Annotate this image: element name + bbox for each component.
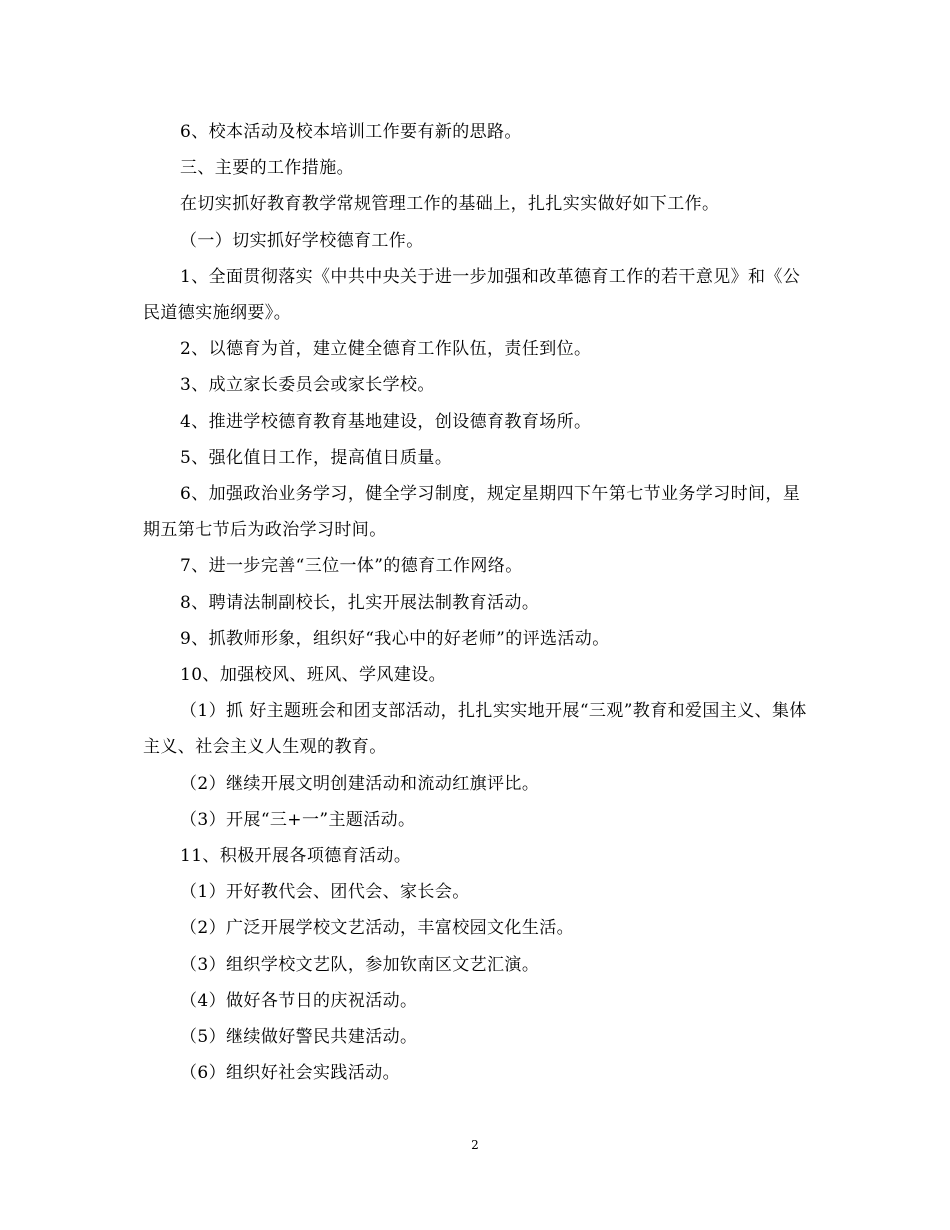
paragraph-item-7: 7、进一步完善“三位一体”的德育工作网络。	[180, 556, 523, 577]
paragraph-item-2: 2、以德育为首，建立健全德育工作队伍，责任到位。	[180, 339, 592, 360]
paragraph-item-11-1: （1）开好教代会、团代会、家长会。	[180, 882, 470, 903]
paragraph-item-1: 1、全面贯彻落实《中共中央关于进一步加强和改革德育工作的若干意见》和《公民道德实施纲要》。	[143, 266, 801, 324]
paragraph-item-11-6: （6）组织好社会实践活动。	[180, 1063, 401, 1084]
paragraph-item-10-1: （1）抓 好主题班会和团支部活动，扎扎实实地开展“三观”教育和爱国主义、集体主义、社会主义人生观的教育。	[143, 701, 807, 758]
paragraph-item-10-3: （3）开展“三+一”主题活动。	[180, 809, 416, 830]
document-body	[143, 114, 811, 1091]
paragraph-item-11-2: （2）广泛开展学校文艺活动，丰富校园文化生活。	[180, 918, 575, 939]
paragraph-item-4: 4、推进学校德育教育基地建设，创设德育教育场所。	[180, 411, 592, 432]
paragraph-intro: 在切实抓好教育教学常规管理工作的基础上，扎扎实实做好如下工作。	[180, 194, 720, 215]
paragraph-item-5: 5、强化值日工作，提高值日质量。	[180, 447, 453, 468]
paragraph-item-11: 11、积极开展各项德育活动。	[180, 846, 412, 867]
paragraph-item-10: 10、加强校风、班风、学风建设。	[180, 665, 447, 686]
paragraph-item-11-4: （4）做好各节日的庆祝活动。	[180, 990, 418, 1011]
paragraph-item-11-3: （3）组织学校文艺队，参加钦南区文艺汇演。	[180, 954, 540, 975]
section-heading-3: 三、主要的工作措施。	[180, 158, 354, 179]
paragraph-item-8: 8、聘请法制副校长，扎实开展法制教育活动。	[180, 592, 540, 613]
subsection-heading-1: （一）切实抓好学校德育工作。	[180, 230, 424, 251]
page-number: 2	[471, 1138, 479, 1152]
paragraph-item-11-5: （5）继续做好警民共建活动。	[180, 1027, 418, 1048]
paragraph-item-3: 3、成立家长委员会或家长学校。	[180, 375, 435, 396]
paragraph-item-10-2: （2）继续开展文明创建活动和流动红旗评比。	[180, 773, 540, 794]
paragraph-item-9: 9、抓教师形象，组织好“我心中的好老师”的评选活动。	[180, 628, 610, 649]
paragraph-1: 6、校本活动及校本培训工作要有新的思路。	[180, 122, 522, 142]
paragraph-item-6: 6、加强政治业务学习，健全学习制度，规定星期四下午第七节业务学习时间，星期五第七节后为政治学习时间。	[143, 484, 801, 541]
